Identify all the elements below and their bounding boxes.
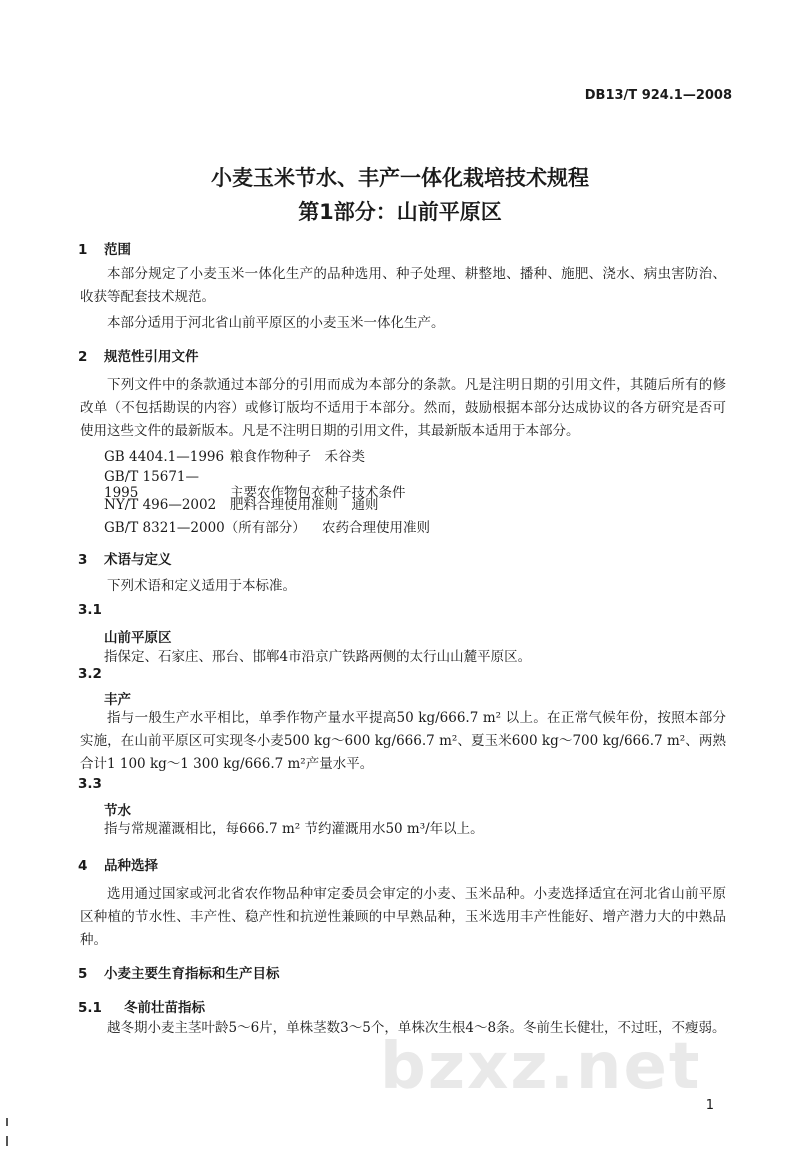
clause-number-3-2: 3.2 <box>78 666 102 682</box>
section-1-paragraph: 本部分适用于河北省山前平原区的小麦玉米一体化生产。 <box>107 315 445 331</box>
reference-name: 粮食作物种子 禾谷类 <box>230 449 365 465</box>
clause-number-3-3: 3.3 <box>78 776 102 792</box>
subsection-number: 5.1 <box>78 1000 102 1016</box>
reference-name: 肥料合理使用准则 通则 <box>230 497 379 513</box>
document-title: 小麦玉米节水、丰产一体化栽培技术规程 <box>211 166 589 190</box>
reference-code: GB/T 15671—1995 <box>104 469 199 501</box>
section-number: 1 <box>78 242 88 258</box>
reference-item <box>104 493 379 513</box>
section-title: 品种选择 <box>104 858 158 874</box>
term-definition: 指保定、石家庄、邢台、邯郸4市沿京广铁路两侧的太行山山麓平原区。 <box>104 649 532 665</box>
term-name: 节水 <box>104 803 131 819</box>
reference-code: NY/T 496—2002 <box>104 497 217 513</box>
term-definition: 指与常规灌溉相比，每666.7 m² 节约灌溉用水50 m³/年以上。 <box>104 821 484 837</box>
reference-code: GB 4404.1—1996 <box>104 449 225 465</box>
reference-name: 主要农作物包衣种子技术条件 <box>230 485 406 501</box>
reference-name: 农药合理使用准则 <box>322 520 430 536</box>
subsection-5-1-paragraph: 越冬期小麦主茎叶龄5～6片，单株茎数3～5个，单株次生根4～8条。冬前生长健壮，不过旺，不瘦弱。 <box>107 1020 726 1036</box>
document-subtitle: 第1部分：山前平原区 <box>298 200 502 224</box>
reference-code: GB/T 8321—2000（所有部分） <box>104 520 306 536</box>
section-title: 规范性引用文件 <box>104 349 199 365</box>
section-title: 范围 <box>104 242 131 258</box>
watermark: bzxz.net <box>380 1030 702 1104</box>
section-4-paragraph: 选用通过国家或河北省农作物品种审定委员会审定的小麦、玉米品种。小麦选择适宜在河北省山前平原区种植的节水性、丰产性、稳产性和抗逆性兼顾的中早熟品种，玉米选用丰产性能好、增产潜力大的中熟品种。 <box>80 886 726 948</box>
section-number: 5 <box>78 966 88 982</box>
page-number: 1 <box>705 1098 714 1113</box>
scan-edge-mark <box>6 1136 8 1146</box>
subsection-title: 冬前壮苗指标 <box>124 1000 205 1016</box>
section-2-paragraph: 下列文件中的条款通过本部分的引用而成为本部分的条款。凡是注明日期的引用文件，其随后所有的修改单（不包括勘误的内容）或修订版均不适用于本部分。然而，鼓励根据本部分达成协议的各方研究是否可使用这些文件的最新版本。凡是不注明日期的引用文件，其最新版本适用于本部分。 <box>80 377 726 439</box>
term-name: 山前平原区 <box>104 630 172 646</box>
term-name: 丰产 <box>104 692 131 708</box>
section-2-heading <box>78 345 199 365</box>
section-title: 术语与定义 <box>104 552 172 568</box>
reference-item <box>104 516 430 536</box>
document-code: DB13/T 924.1—2008 <box>584 88 732 103</box>
section-title: 小麦主要生育指标和生产目标 <box>104 966 280 982</box>
section-4-heading <box>78 854 158 874</box>
clause-number-3-1: 3.1 <box>78 602 102 618</box>
section-3-heading <box>78 548 172 568</box>
section-1-heading <box>78 238 131 258</box>
reference-item <box>104 445 365 465</box>
subsection-5-1-heading <box>78 996 205 1016</box>
section-1-paragraph: 本部分规定了小麦玉米一体化生产的品种选用、种子处理、耕整地、播种、施肥、浇水、病虫害防治、收获等配套技术规范。 <box>80 266 726 305</box>
section-number: 3 <box>78 552 88 568</box>
term-definition: 指与一般生产水平相比，单季作物产量水平提高50 kg/666.7 m² 以上。在正常气候年份，按照本部分实施，在山前平原区可实现冬小麦500 kg～600 kg/666.7 m²、夏玉米600 kg～700 kg/666.7 m²、两熟合计1 100 kg～1 300 kg/666.7 m²产量水平。 <box>80 710 726 772</box>
section-number: 4 <box>78 858 88 874</box>
section-number: 2 <box>78 349 88 365</box>
section-5-heading <box>78 962 280 982</box>
section-3-intro: 下列术语和定义适用于本标准。 <box>107 578 296 594</box>
scan-edge-mark <box>6 1118 8 1126</box>
